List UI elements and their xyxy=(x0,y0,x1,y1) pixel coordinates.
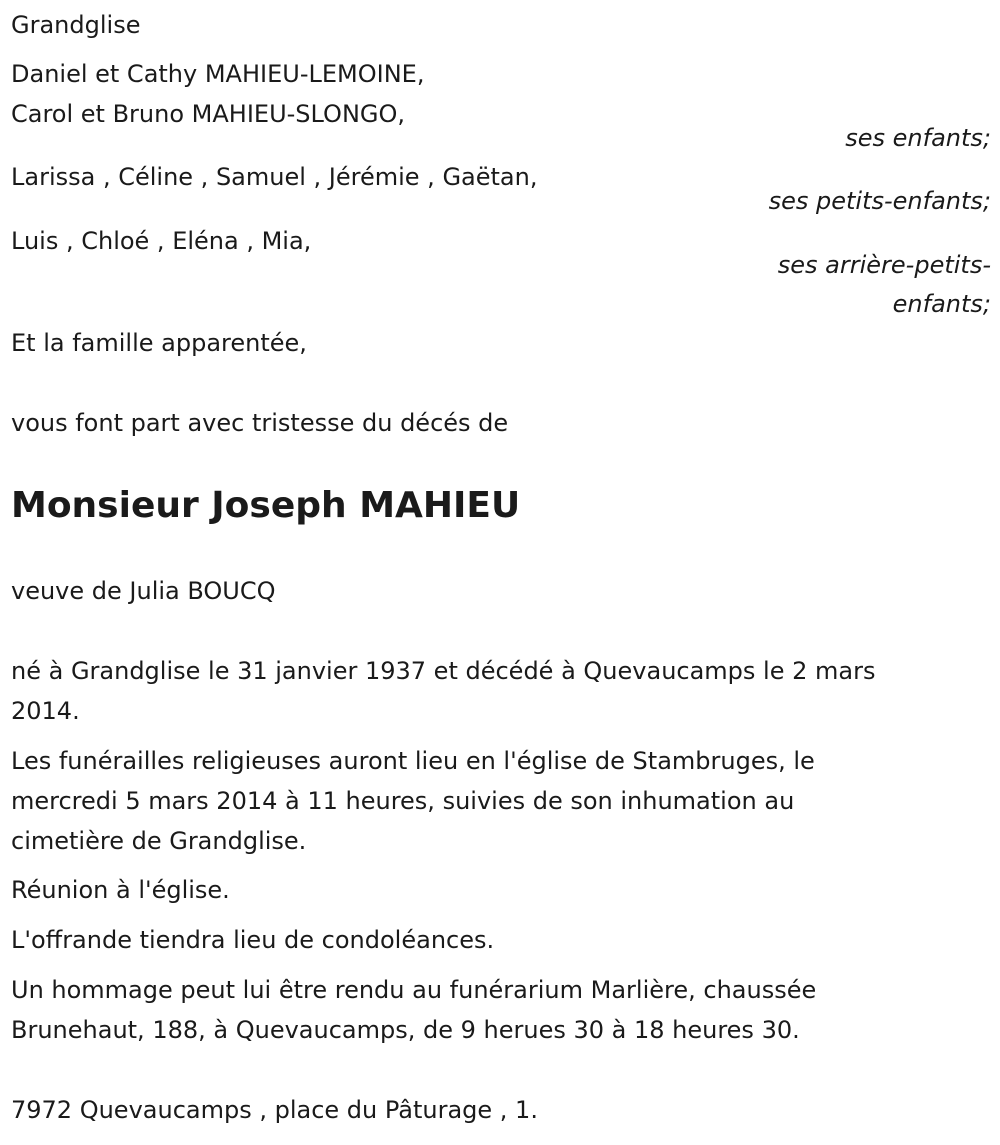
birth-death-line-2: 2014. xyxy=(11,697,80,725)
children-line-1: Daniel et Cathy MAHIEU-LEMOINE, xyxy=(11,60,425,88)
place-heading: Grandglise xyxy=(11,11,141,39)
offering-line: L'offrande tiendra lieu de condoléances. xyxy=(11,926,495,954)
grandchildren-names: Larissa , Céline , Samuel , Jérémie , Gaëtan, xyxy=(11,163,538,191)
funeral-line-3: cimetière de Grandglise. xyxy=(11,827,307,855)
deceased-name: Monsieur Joseph MAHIEU xyxy=(11,485,521,526)
funeral-line-2: mercredi 5 mars 2014 à 11 heures, suivies de son inhumation au xyxy=(11,787,795,815)
birth-death-line-1: né à Grandglise le 31 janvier 1937 et décédé à Quevaucamps le 2 mars xyxy=(11,657,876,685)
tribute-line-2: Brunehaut, 188, à Quevaucamps, de 9 herues 30 à 18 heures 30. xyxy=(11,1016,800,1044)
funeral-line-1: Les funérailles religieuses auront lieu en l'église de Stambruges, le xyxy=(11,747,815,775)
extended-family: Et la famille apparentée, xyxy=(11,329,307,357)
children-role: ses enfants; xyxy=(845,124,991,152)
address-line: 7972 Quevaucamps , place du Pâturage , 1. xyxy=(11,1096,538,1124)
great-grandchildren-role-line-1: ses arrière-petits- xyxy=(777,251,991,279)
children-line-2: Carol et Bruno MAHIEU-SLONGO, xyxy=(11,100,406,128)
announcement-intro: vous font part avec tristesse du décés de xyxy=(11,409,509,437)
great-grandchildren-role-line-2: enfants; xyxy=(892,290,991,318)
meeting-line: Réunion à l'église. xyxy=(11,876,230,904)
grandchildren-role: ses petits-enfants; xyxy=(768,187,991,215)
great-grandchildren-names: Luis , Chloé , Eléna , Mia, xyxy=(11,227,312,255)
tribute-line-1: Un hommage peut lui être rendu au funérarium Marlière, chaussée xyxy=(11,976,817,1004)
widower-line: veuve de Julia BOUCQ xyxy=(11,577,276,605)
